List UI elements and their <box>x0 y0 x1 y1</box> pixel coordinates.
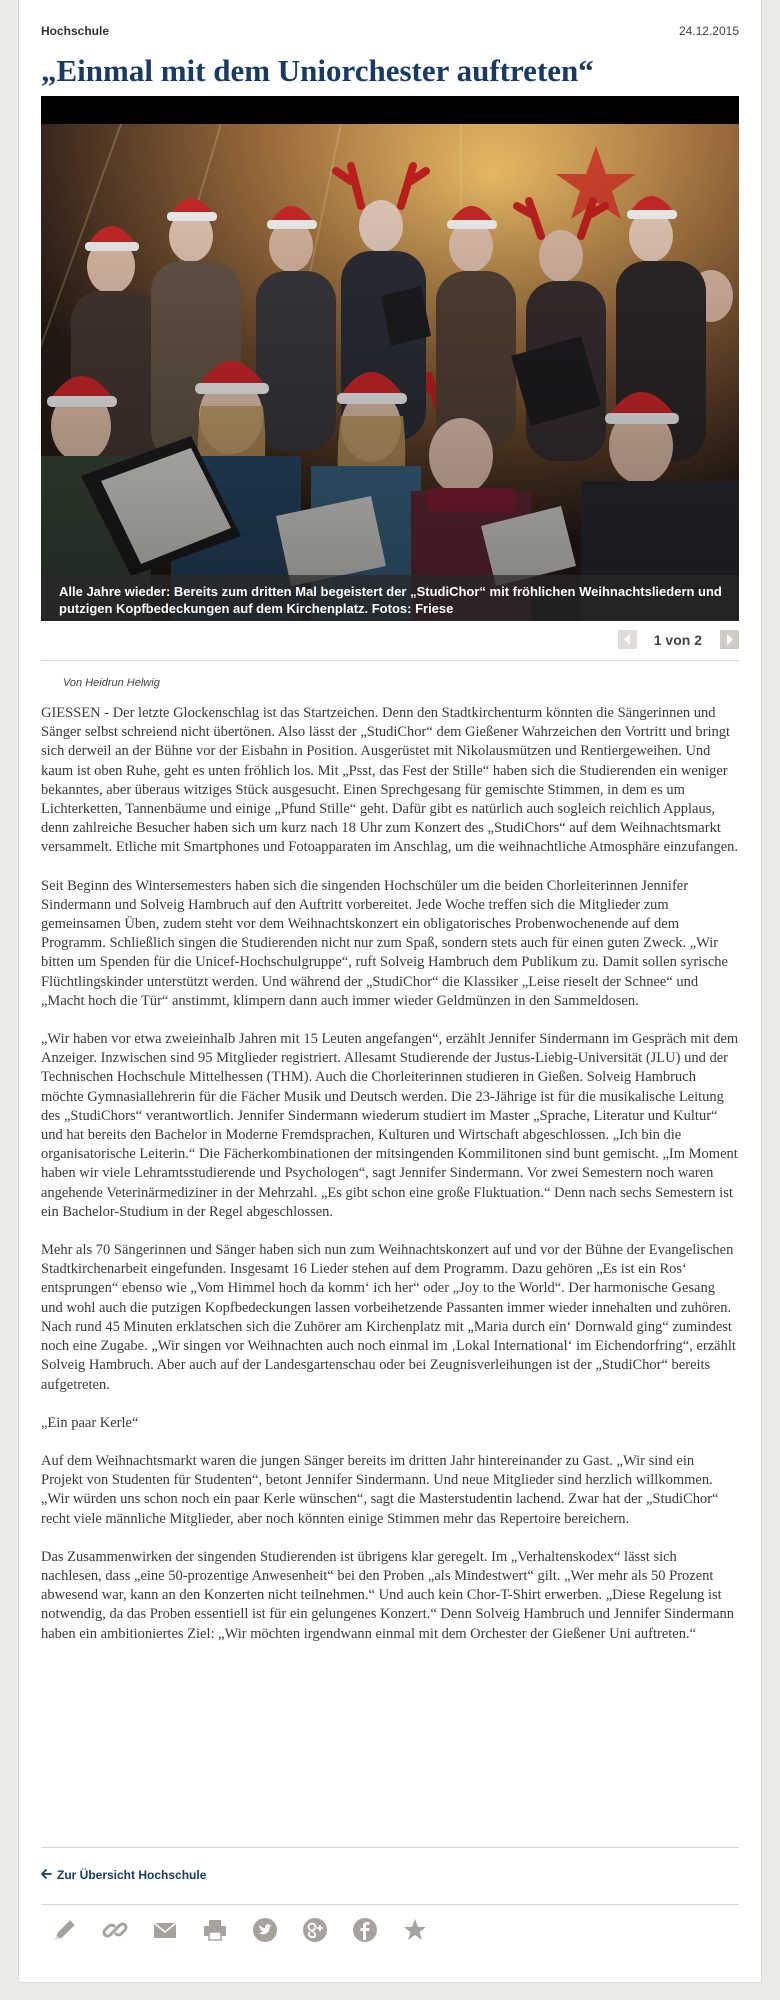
back-link-label: Zur Übersicht Hochschule <box>57 1868 207 1882</box>
mail-icon[interactable] <box>151 1916 179 1944</box>
article-meta <box>41 22 739 42</box>
photo-caption-bar <box>41 575 739 621</box>
choir-photo-illustration <box>41 96 739 621</box>
arrow-left-icon <box>41 1868 52 1882</box>
section-label[interactable]: Hochschule <box>41 24 110 38</box>
chevron-left-icon <box>618 630 637 649</box>
article-paragraph: Auf dem Weihnachtsmarkt waren die jungen Sänger bereits im dritten Jahr hintereinander zu Gast. „Wir sind ein Projekt von Studenten für Studenten“, betont Jennifer Sindermann. Und neue Mitglieder sind herzlich willkommen. „Wir würden uns schon noch ein paar Kerle wünschen“, sagt die Masterstudentin lachend. Zwar hat der „StudiChor“ recht viele männliche Mitglieder, aber noch könnten einige Stimmen mehr das Repertoire bereichern. <box>41 1452 719 1527</box>
article-title: „Einmal mit dem Uniorchester auftreten“ <box>41 53 594 88</box>
article-page <box>18 0 762 1983</box>
article-body <box>41 704 739 1663</box>
photo-top-band <box>41 96 739 124</box>
facebook-icon[interactable] <box>351 1916 379 1944</box>
gallery-next-button[interactable] <box>720 630 739 649</box>
back-to-overview-link[interactable] <box>41 1868 739 1886</box>
article-subheading: „Ein paar Kerle“ <box>41 1414 139 1431</box>
chevron-right-icon <box>720 630 739 649</box>
google-plus-icon[interactable] <box>301 1916 329 1944</box>
twitter-icon[interactable] <box>251 1916 279 1944</box>
divider <box>41 1847 739 1848</box>
star-icon[interactable] <box>401 1916 429 1944</box>
print-icon[interactable] <box>201 1916 229 1944</box>
article-byline: Von Heidrun Helwig <box>63 677 160 689</box>
divider <box>41 1904 739 1905</box>
photo-caption: Alle Jahre wieder: Bereits zum dritten Mal begeistert der „StudiChor“ mit fröhlichen Weihnachtsliedern und putzigen Kopfbedeckungen auf dem Kirchenplatz. Fotos: Friese <box>59 584 722 616</box>
pencil-icon[interactable] <box>51 1916 79 1944</box>
divider <box>41 660 739 661</box>
link-icon[interactable] <box>101 1916 129 1944</box>
article-paragraph: GIESSEN - Der letzte Glockenschlag ist das Startzeichen. Denn den Stadtkirchenturm könnten die Sängerinnen und Sänger selbst schreiend nicht übertönen. Also lässt der „StudiChor“ dem Gießener Wahrzeichen den Vortritt und bringt sich derweil an der Bühne vor der Eisbahn in Position. Ausgerüstet mit Nikolausmützen und Rentiergeweihen. Und kaum ist oben Ruhe, geht es unten fröhlich los. Mit „Psst, das Fest der Stille“ haben sich die Studierenden ein weniger bekanntes, aber überaus witziges Stück ausgesucht. Einen Sprechgesang für gemischte Stimmen, in dem es um Lichterketten, Tannenbäume und einige „Pfund Stille“ geht. Dafür gibt es natürlich auch sogleich reichlich Applaus, denn zahlreiche Besucher haben sich um kurz nach 18 Uhr zum Konzert des „StudiChors“ auf dem Weihnachtsmarkt versammelt. Etliche mit Smartphones und Fotoapparaten im Anschlag, um die weihnachtliche Atmosphäre einzufangen. <box>41 705 739 856</box>
gallery-nav <box>41 628 739 652</box>
gallery-counter: 1 von 2 <box>653 632 702 648</box>
article-paragraph: Das Zusammenwirken der singenden Studierenden ist übrigens klar geregelt. Im „Verhaltenskodex“ lässt sich nachlesen, dass „eine 50-prozentige Anwesenheit“ bei den Proben „als Mindestwert“ gilt. „Wer mehr als 50 Prozent abwesend war, kann an den Konzerten nicht teilnehmen.“ Und auch kein Chor-T-Shirt erwerben. „Diese Regelung ist notwendig, da das Proben essentiell ist für ein gelungenes Konzert.“ Denn Solveig Hambruch und Jennifer Sindermann haben ein ambitioniertes Ziel: „Wir möchten irgendwann einmal mit dem Orchester der Gießener Uni auftreten.“ <box>41 1548 735 1642</box>
gallery-prev-button[interactable] <box>618 630 637 649</box>
article-paragraph: Mehr als 70 Sängerinnen und Sänger haben sich nun zum Weihnachtskonzert auf und vor der Bühne der Evangelischen Stadtkirchenarbeit eingefunden. Insgesamt 16 Lieder stehen auf dem Programm. Dazu gehören „Es ist ein Ros‘ entsprungen“ ebenso wie „Vom Himmel hoch da komm‘ ich her“ oder „Joy to the World“. Der harmonische Gesang und wohl auch die putzigen Kopfbedeckungen lassen vorbeihetzende Passanten immer wieder innehalten und zuhören. Nach rund 45 Minuten erklatschen sich die Zuhörer am Kirchenplatz mit „Maria durch ein‘ Dornwald ging“ zumindest noch eine Zugabe. „Wir singen vor Weihnachten auch noch einmal im ‚Lokal International‘ im Eichendorfring“, erzählt Solveig Hambruch. Aber auch auf der Landesgartenschau oder bei Zeugnisverleihungen ist der „StudiChor“ bereits aufgetreten. <box>41 1242 736 1393</box>
share-toolbar <box>41 1916 739 1952</box>
article-date: 24.12.2015 <box>678 24 739 38</box>
article-photo[interactable] <box>41 96 739 621</box>
article-paragraph: Seit Beginn des Wintersemesters haben sich die singenden Hochschüler um die beiden Chorleiterinnen Jennifer Sindermann und Solveig Hambruch auf den Auftritt vorbereitet. Jede Woche treffen sich die Mitglieder zum gemeinsamen Üben, zudem steht vor dem Weihnachtskonzert ein obligatorisches Probenwochenende auf dem Programm. Schließlich singen die Studierenden nicht nur zum Spaß, sondern stets auch für einen guten Zweck. „Wir bitten um Spenden für die Unicef-Hochschulgruppe“, ruft Solveig Hambruch dem Publikum zu. Damit sollen syrische Flüchtlingskinder unterstützt werden. Und während der „StudiChor“ die Klassiker „Leise rieselt der Schnee“ und „Macht hoch die Tür“ anstimmt, klimpern dann auch immer wieder Geldmünzen in den Sammeldosen. <box>41 877 728 1009</box>
article-paragraph: „Wir haben vor etwa zweieinhalb Jahren mit 15 Leuten angefangen“, erzählt Jennifer Sindermann im Gespräch mit dem Anzeiger. Inzwischen sind 95 Mitglieder registriert. Allesamt Studierende der Justus-Liebig-Universität (JLU) und der Technischen Hochschule Mittelhessen (THM). Auch die Chorleiterinnen studieren in Gießen. Solveig Hambruch möchte Gymnasiallehrerin für die Fächer Musik und Deutsch werden. Die 23-Jährige ist für die musikalische Leitung des „StudiChors“ verantwortlich. Jennifer Sindermann wiederum studiert im Master „Sprache, Literatur und Kultur“ und hat bereits den Bachelor in Moderne Fremdsprachen, Kulturen und Wirtschaft abgeschlossen. „Ich bin die organisatorische Leiterin.“ Die Fächerkombinationen der mitsingenden Kommilitonen sind bunt gemischt. „Im Moment haben wir viele Lehramtsstudierende und Psychologen“, sagt Jennifer Sindermann. Vor zwei Semestern noch waren angehende Veterinärmediziner in der Mehrzahl. „Es gibt schon eine große Fluktuation.“ Denn nach sechs Semestern ist ein Bachelor-Studium in der Regel abgeschlossen. <box>41 1031 739 1220</box>
